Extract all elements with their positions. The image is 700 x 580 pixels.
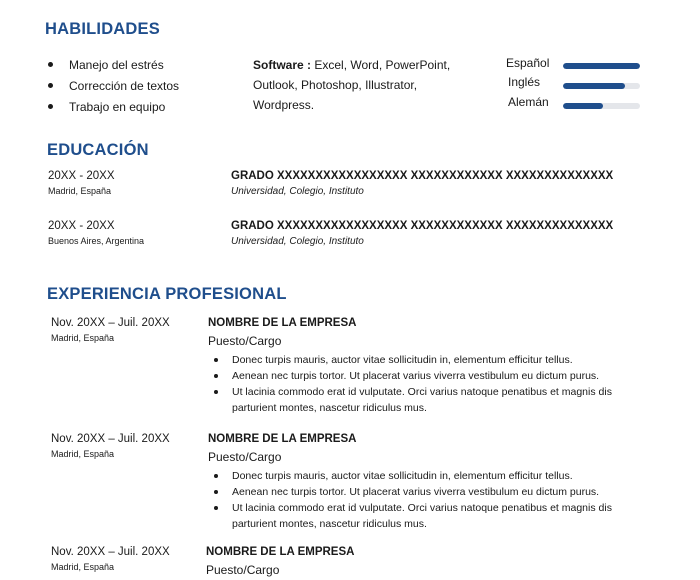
experience-bullet: Ut lacinia commodo erat id vulputate. Orci varius natoque penatibus et magnis dis parturient montes, nascetur ridiculus mus. (214, 384, 634, 416)
skill-label: Trabajo en equipo (69, 99, 166, 114)
education-date: 20XX - 20XX (48, 170, 115, 182)
experience-place: Madrid, España (51, 333, 115, 343)
bullet-icon (48, 62, 53, 67)
education-place: Buenos Aires, Argentina (48, 236, 145, 246)
education-section-title: EDUCACIÓN (47, 141, 149, 159)
bullet-icon (48, 83, 53, 88)
education-school: Universidad, Colegio, Instituto (231, 236, 364, 247)
experience-bullet: Aenean nec turpis tortor. Ut placerat varius viverra vestibulum eu dictum purus. (214, 368, 634, 384)
experience-company: NOMBRE DE LA EMPRESA (206, 546, 355, 558)
language-name: Alemán (508, 95, 549, 109)
experience-date: Nov. 20XX – Juil. 20XX (51, 433, 170, 445)
language-level-fill (563, 63, 640, 69)
experience-bullet: Donec turpis mauris, auctor vitae sollicitudin in, elementum efficitur tellus. (214, 468, 634, 484)
language-name: Español (506, 56, 550, 70)
education-degree: GRADO XXXXXXXXXXXXXXXXX XXXXXXXXXXXX XXXXXXXXXXXXXX (231, 170, 614, 182)
language-level-fill (563, 83, 625, 89)
experience-bullet: Ut lacinia commodo erat id vulputate. Orci varius natoque penatibus et magnis dis parturient montes, nascetur ridiculus mus. (214, 500, 634, 532)
skill-label: Corrección de textos (69, 78, 180, 93)
experience-role: Puesto/Cargo (208, 450, 282, 464)
skill-label: Manejo del estrés (69, 57, 164, 72)
education-degree: GRADO XXXXXXXXXXXXXXXXX XXXXXXXXXXXX XXXXXXXXXXXXXX (231, 220, 614, 232)
skill-item (48, 96, 179, 117)
experience-role: Puesto/Cargo (208, 334, 282, 348)
skill-item (48, 54, 179, 75)
experience-date: Nov. 20XX – Juil. 20XX (51, 317, 170, 329)
experience-role: Puesto/Cargo (206, 563, 280, 577)
experience-bullets (214, 468, 634, 532)
software-label: Software : (253, 58, 312, 72)
experience-place: Madrid, España (51, 449, 115, 459)
education-date: 20XX - 20XX (48, 220, 115, 232)
experience-place: Madrid, España (51, 562, 115, 572)
bullet-icon (48, 104, 53, 109)
skills-list (48, 54, 179, 117)
education-school: Universidad, Colegio, Instituto (231, 186, 364, 197)
skill-item (48, 75, 179, 96)
skills-section-title: HABILIDADES (45, 20, 160, 38)
experience-bullet: Aenean nec turpis tortor. Ut placerat varius viverra vestibulum eu dictum purus. (214, 484, 634, 500)
experience-bullets (214, 352, 634, 416)
education-place: Madrid, España (48, 186, 112, 196)
experience-date: Nov. 20XX – Juil. 20XX (51, 546, 170, 558)
language-level-fill (563, 103, 603, 109)
language-level-bar (563, 83, 640, 89)
language-name: Inglés (508, 75, 541, 89)
experience-company: NOMBRE DE LA EMPRESA (208, 317, 357, 329)
experience-bullet: Donec turpis mauris, auctor vitae sollicitudin in, elementum efficitur tellus. (214, 352, 634, 368)
experience-company: NOMBRE DE LA EMPRESA (208, 433, 357, 445)
language-level-bar (563, 63, 640, 69)
software-skills (253, 55, 473, 115)
experience-section-title: EXPERIENCIA PROFESIONAL (47, 285, 287, 303)
language-level-bar (563, 103, 640, 109)
software-value: Excel, Word, PowerPoint, Outlook, Photoshop, Illustrator, Wordpress. (253, 58, 451, 112)
